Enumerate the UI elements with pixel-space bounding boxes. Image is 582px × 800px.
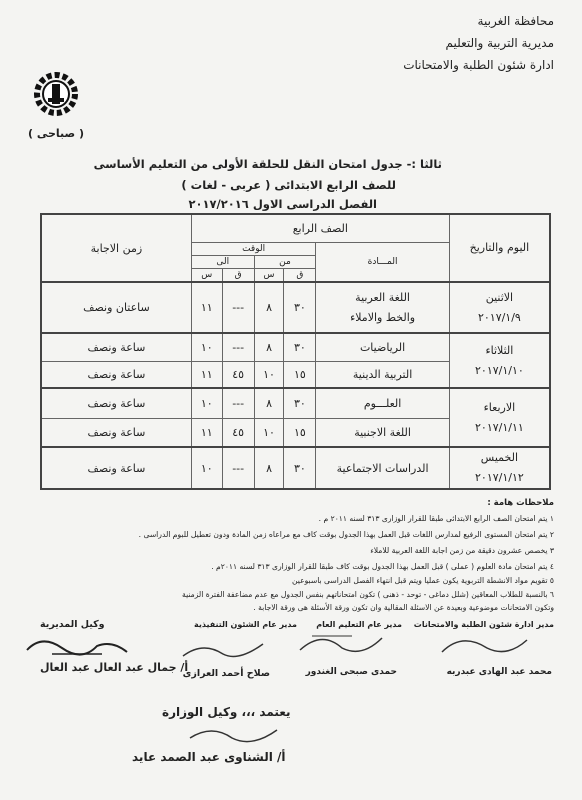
from-q-cell: ٣٠ (284, 333, 316, 361)
exec-signature-icon (178, 636, 268, 664)
day-cell: الخميس ٢٠١٧/١/١٢ (449, 447, 550, 489)
deputy-title: وكيل المديرية (40, 619, 105, 630)
note-1: ١ يتم امتحان الصف الرابع الابتدائى طبقا للقرار الوزارى ٣١٣ لسنه ٢٠١١ م . (318, 514, 554, 523)
subject-cell: التربية الدينية (316, 361, 449, 388)
header-from-s: س (254, 268, 284, 282)
from-q-cell: ٣٠ (284, 282, 316, 333)
from-s-cell: ١٠ (254, 418, 284, 447)
duration-cell: ساعة ونصف (41, 333, 191, 361)
note-2: ٢ يتم امتحان المستوى الرفيع لمدارس اللغات قبل العمل بهذا الجدول بوقت كاف مع مراعاه زمن المادة ودون تعطيل للبوم الدراسى . (138, 530, 554, 539)
to-s-cell: ١١ (191, 418, 222, 447)
header-to-s: س (191, 268, 222, 282)
to-q-cell: --- (222, 282, 254, 333)
table-row (41, 282, 550, 333)
duration-cell: ساعة ونصف (41, 447, 191, 489)
to-s-cell: ١٠ (191, 447, 222, 489)
minister-name: أ/ الشناوى عبد الصمد عايد (132, 750, 286, 764)
governorate-line: محافظة الغربية (477, 14, 554, 28)
from-q-cell: ٣٠ (284, 447, 316, 489)
from-q-cell: ١٥ (284, 361, 316, 388)
duration-cell: ساعتان ونصف (41, 282, 191, 333)
grade-title: للصف الرابع الابتدائى ( عربى - لغات ) (181, 178, 396, 192)
header-time: الوقت (191, 242, 316, 255)
term-title: الفصل الدراسى الاول ٢٠١٧/٢٠١٦ (188, 197, 377, 211)
minister-signature-icon (182, 720, 282, 750)
students-director-title: مدير ادارة شئون الطلبة والامتحانات (413, 620, 554, 629)
from-s-cell: ٨ (254, 282, 284, 333)
to-s-cell: ١١ (191, 282, 222, 333)
to-s-cell: ١٠ (191, 333, 222, 361)
header-subject: المـــادة (316, 242, 449, 282)
general-director-name: حمدى صبحى الغندور (305, 667, 397, 677)
to-q-cell: ٤٥ (222, 361, 254, 388)
from-s-cell: ١٠ (254, 361, 284, 388)
general-signature-icon (292, 628, 387, 660)
from-q-cell: ١٥ (284, 418, 316, 447)
to-q-cell: --- (222, 447, 254, 489)
to-s-cell: ١١ (191, 361, 222, 388)
duration-cell: ساعة ونصف (41, 388, 191, 418)
deputy-name: أ/ جمال عبد العال عبد العال (40, 661, 189, 674)
directorate-line: مديرية التربية والتعليم (445, 36, 554, 50)
from-s-cell: ٨ (254, 333, 284, 361)
gear-logo-icon (30, 68, 82, 120)
department-line: ادارة شئون الطلبة والامتحانات (403, 58, 554, 72)
duration-cell: ساعة ونصف (41, 361, 191, 388)
session-label: ( صباحى ) (28, 127, 85, 140)
to-q-cell: --- (222, 333, 254, 361)
to-q-cell: ٤٥ (222, 418, 254, 447)
to-s-cell: ١٠ (191, 388, 222, 418)
note-5: ٥ تقويم مواد الانشطة التربوية يكون عمليا ويتم قبل انتهاء الفصل الدراسى باسبوعين (292, 576, 554, 585)
header-duration: زمن الاجابة (41, 214, 191, 282)
header-from-q: ق (284, 268, 316, 282)
schedule-title: ثالثا :- جدول امتحان النقل للحلقة الأولى من التعليم الأساسى (93, 157, 442, 171)
from-q-cell: ٣٠ (284, 388, 316, 418)
header-from: من (254, 255, 316, 268)
to-q-cell: --- (222, 388, 254, 418)
notes-heading: ملاحظات هامة : (487, 498, 554, 508)
exec-director-title: مدير عام الشئون التنفيذية (193, 620, 297, 629)
from-s-cell: ٨ (254, 388, 284, 418)
exec-director-name: صلاح أحمد العرازى (182, 668, 270, 679)
table-row (41, 333, 550, 361)
header-grade: الصف الرابع (191, 214, 449, 242)
header-day-date: اليوم والتاريخ (449, 214, 550, 282)
table-row (41, 388, 550, 418)
table-row (41, 447, 550, 489)
note-6: ٦ بالنسبة للطلاب المعاقين (شلل دماغى - توحد - ذهنى ) تكون امتحاناتهم بنفس الجدول مع عدم مضاعفة الفترة الزمنية (182, 590, 554, 599)
note-4: ٤ يتم امتحان مادة العلوم ( عملى ) قبل العمل بهذا الجدول بوقت كاف طبقا للقرار الوزارى ٣١٣ لسنه ٢٠١١م . (211, 562, 554, 571)
subject-cell: العلـــوم (316, 388, 449, 418)
students-director-name: محمد عبد الهادى عبدربه (446, 667, 552, 677)
header-to: الى (191, 255, 254, 268)
note-7: وتكون الامتحانات موضوعية وبعيدة عن الاسئلة المقالية وان تكون ورقة الأسئلة هى ورقة الاجابة . (253, 603, 554, 612)
subject-cell: الدراسات الاجتماعية (316, 447, 449, 489)
duration-cell: ساعة ونصف (41, 418, 191, 447)
exam-schedule-table (40, 213, 551, 490)
approval-line: يعتمد ،،، وكيل الوزارة (162, 705, 291, 719)
note-3: ٣ يخصص عشرون دقيقة من زمن اجابة اللغة العربية للاملاء (370, 546, 554, 555)
subject-cell: اللغة العربية والخط والاملاء (316, 282, 449, 333)
day-cell: الاثنين ٢٠١٧/١/٩ (449, 282, 550, 333)
from-s-cell: ٨ (254, 447, 284, 489)
header-to-q: ق (222, 268, 254, 282)
deputy-signature-icon (22, 632, 132, 662)
day-cell: الثلاثاء ٢٠١٧/١/١٠ (449, 333, 550, 388)
general-director-title: مدير عام التعليم العام (316, 620, 402, 629)
subject-cell: الرياضيات (316, 333, 449, 361)
subject-cell: اللغة الاجنبية (316, 418, 449, 447)
students-signature-icon (432, 628, 532, 662)
day-cell: الاربعاء ٢٠١٧/١/١١ (449, 388, 550, 447)
